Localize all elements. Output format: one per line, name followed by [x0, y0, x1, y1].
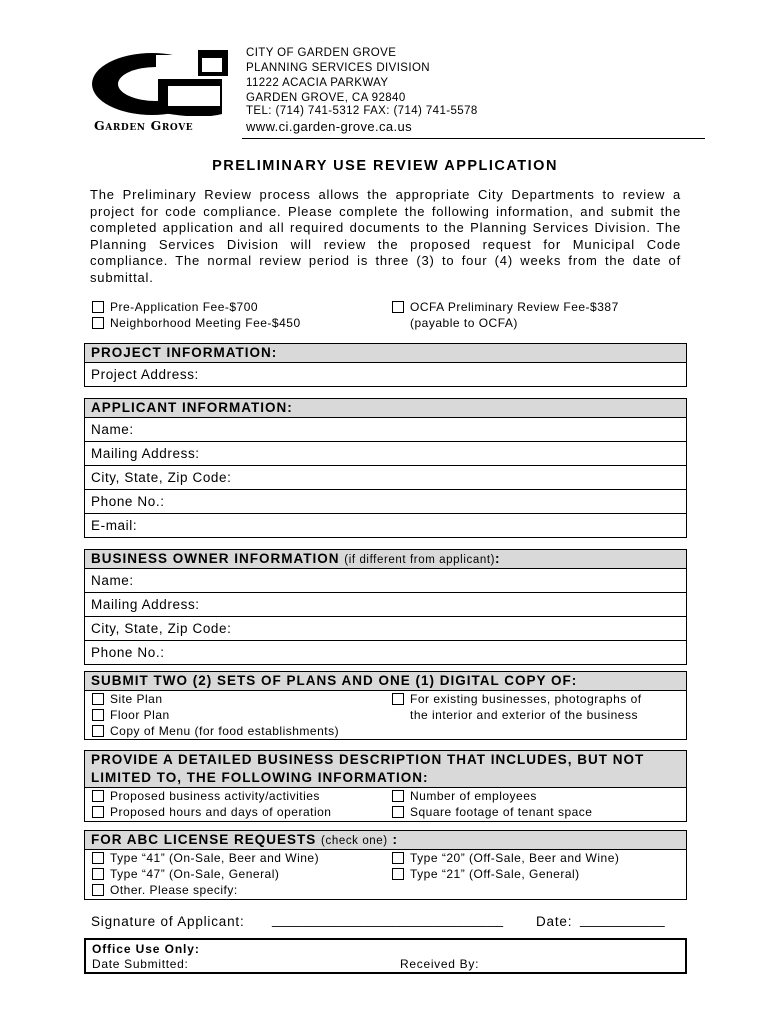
checkbox[interactable]	[92, 301, 104, 313]
photographs-option[interactable]	[392, 691, 642, 707]
checkbox[interactable]	[392, 693, 404, 705]
date-submitted-label: Date Submitted:	[92, 957, 189, 971]
floor-plan-label: Floor Plan	[110, 708, 170, 722]
checkbox[interactable]	[92, 852, 104, 864]
applicant-mailing-address-field[interactable]: Mailing Address:	[85, 442, 686, 466]
checkbox[interactable]	[392, 301, 404, 313]
employees-option[interactable]	[392, 788, 537, 804]
business-owner-section	[84, 549, 687, 665]
section-heading	[85, 550, 686, 569]
page-title: PRELIMINARY USE REVIEW APPLICATION	[212, 158, 558, 174]
fee-ocfa-note: (payable to OCFA)	[410, 316, 518, 330]
checkbox[interactable]	[392, 790, 404, 802]
garden-grove-logo	[90, 50, 228, 136]
date-label: Date:	[536, 914, 573, 929]
fee-neighborhood-meeting[interactable]	[92, 315, 301, 331]
square-footage-option[interactable]	[392, 804, 592, 820]
business-activity-label: Proposed business activity/activities	[110, 789, 320, 803]
office-use-heading: Office Use Only:	[92, 942, 200, 956]
menu-copy-label: Copy of Menu (for food establishments)	[110, 724, 340, 738]
owner-mailing-address-field[interactable]: Mailing Address:	[85, 593, 686, 617]
section-heading: PROJECT INFORMATION:	[85, 344, 686, 363]
checkbox[interactable]	[92, 725, 104, 737]
photographs-label-continued: the interior and exterior of the business	[410, 708, 638, 722]
type-21-option[interactable]	[392, 866, 580, 882]
project-information-section	[84, 343, 687, 387]
applicant-name-field[interactable]: Name:	[85, 418, 686, 442]
section-heading	[85, 751, 686, 788]
checkbox[interactable]	[92, 317, 104, 329]
signature-label: Signature of Applicant:	[91, 914, 245, 929]
fee-ocfa[interactable]	[392, 299, 619, 315]
photographs-label: For existing businesses, photographs of	[410, 692, 642, 706]
site-plan-option[interactable]	[92, 691, 163, 707]
type-47-label: Type “47” (On-Sale, General)	[110, 867, 280, 881]
date-field[interactable]: ___________	[580, 912, 665, 927]
logo-monogram	[90, 50, 228, 116]
checkbox[interactable]	[92, 868, 104, 880]
section-heading: APPLICANT INFORMATION:	[85, 399, 686, 418]
business-activity-option[interactable]	[92, 788, 320, 804]
business-description-section	[84, 750, 687, 822]
applicant-phone-field[interactable]: Phone No.:	[85, 490, 686, 514]
other-option[interactable]	[92, 882, 238, 898]
owner-name-field[interactable]: Name:	[85, 569, 686, 593]
abc-note: (check one)	[321, 835, 388, 847]
checkbox[interactable]	[392, 868, 404, 880]
hours-days-label: Proposed hours and days of operation	[110, 805, 332, 819]
employees-label: Number of employees	[410, 789, 537, 803]
type-47-option[interactable]	[92, 866, 279, 882]
checkbox[interactable]	[92, 884, 104, 896]
fee-pre-application-label: Pre-Application Fee-$700	[110, 300, 259, 314]
checkbox[interactable]	[92, 709, 104, 721]
applicant-information-section	[84, 398, 687, 538]
checkbox[interactable]	[92, 693, 104, 705]
fee-pre-application[interactable]	[92, 299, 258, 315]
owner-city-state-zip-field[interactable]: City, State, Zip Code:	[85, 617, 686, 641]
type-41-label: Type “41” (On-Sale, Beer and Wine)	[110, 851, 320, 865]
checkbox[interactable]	[392, 852, 404, 864]
section-heading: SUBMIT TWO (2) SETS OF PLANS AND ONE (1) DIGITAL COPY OF:	[85, 672, 686, 691]
type-20-option[interactable]	[392, 850, 619, 866]
header-line-division: PLANNING SERVICES DIVISION	[246, 62, 431, 74]
project-address-field[interactable]: Project Address:	[91, 367, 199, 382]
floor-plan-option[interactable]	[92, 707, 170, 723]
menu-copy-option[interactable]	[92, 723, 339, 739]
fee-neighborhood-label: Neighborhood Meeting Fee-$450	[110, 316, 301, 330]
description-heading-line1: PROVIDE A DETAILED BUSINESS DESCRIPTION THAT INCLUDES, BUT NOT	[91, 752, 645, 767]
applicant-email-field[interactable]: E-mail:	[91, 518, 138, 533]
checkbox[interactable]	[92, 790, 104, 802]
submit-plans-section	[84, 671, 687, 740]
header-line-city: CITY OF GARDEN GROVE	[246, 47, 397, 59]
owner-phone-field[interactable]: Phone No.:	[91, 645, 165, 660]
section-heading	[85, 831, 686, 850]
site-plan-label: Site Plan	[110, 692, 163, 706]
type-21-label: Type “21” (Off-Sale, General)	[410, 867, 580, 881]
header-website-link[interactable]: www.ci.garden-grove.ca.us	[246, 119, 413, 134]
applicant-city-state-zip-field[interactable]: City, State, Zip Code:	[85, 466, 686, 490]
type-20-label: Type “20” (Off-Sale, Beer and Wine)	[410, 851, 620, 865]
header-line-phone: TEL: (714) 741-5312 FAX: (714) 741-5578	[246, 105, 478, 117]
abc-heading: FOR ABC LICENSE REQUESTS	[91, 832, 317, 847]
logo-name: Garden Grove	[94, 118, 194, 133]
square-footage-label: Square footage of tenant space	[410, 805, 593, 819]
header-line-street: 11222 ACACIA PARKWAY	[246, 77, 389, 89]
other-label: Other. Please specify:	[110, 883, 238, 897]
intro-paragraph: The Preliminary Review process allows the appropriate City Departments to review a project for code compliance. Please complete the following information, and submit the completed application and all required documents to the Planning Services Division. The Planning Services Division will review the proposed request for Municipal Code compliance. The normal review period is three (3) to four (4) weeks from the date of submittal.	[90, 187, 681, 285]
abc-license-section	[84, 830, 687, 900]
signature-field[interactable]: ______________________________	[272, 912, 504, 927]
checkbox[interactable]	[392, 806, 404, 818]
description-heading-line2: LIMITED TO, THE FOLLOWING INFORMATION:	[91, 770, 429, 785]
business-owner-heading: BUSINESS OWNER INFORMATION	[91, 551, 340, 566]
header-rule	[242, 138, 705, 139]
heading-colon: :	[495, 551, 501, 566]
header-line-citystate: GARDEN GROVE, CA 92840	[246, 92, 406, 104]
checkbox[interactable]	[92, 806, 104, 818]
hours-days-option[interactable]	[92, 804, 331, 820]
type-41-option[interactable]	[92, 850, 319, 866]
office-use-box	[84, 938, 687, 974]
received-by-label: Received By:	[400, 957, 480, 971]
fee-ocfa-label: OCFA Preliminary Review Fee-$387	[410, 300, 619, 314]
heading-colon: :	[392, 832, 398, 847]
business-owner-note: (if different from applicant)	[344, 554, 496, 566]
